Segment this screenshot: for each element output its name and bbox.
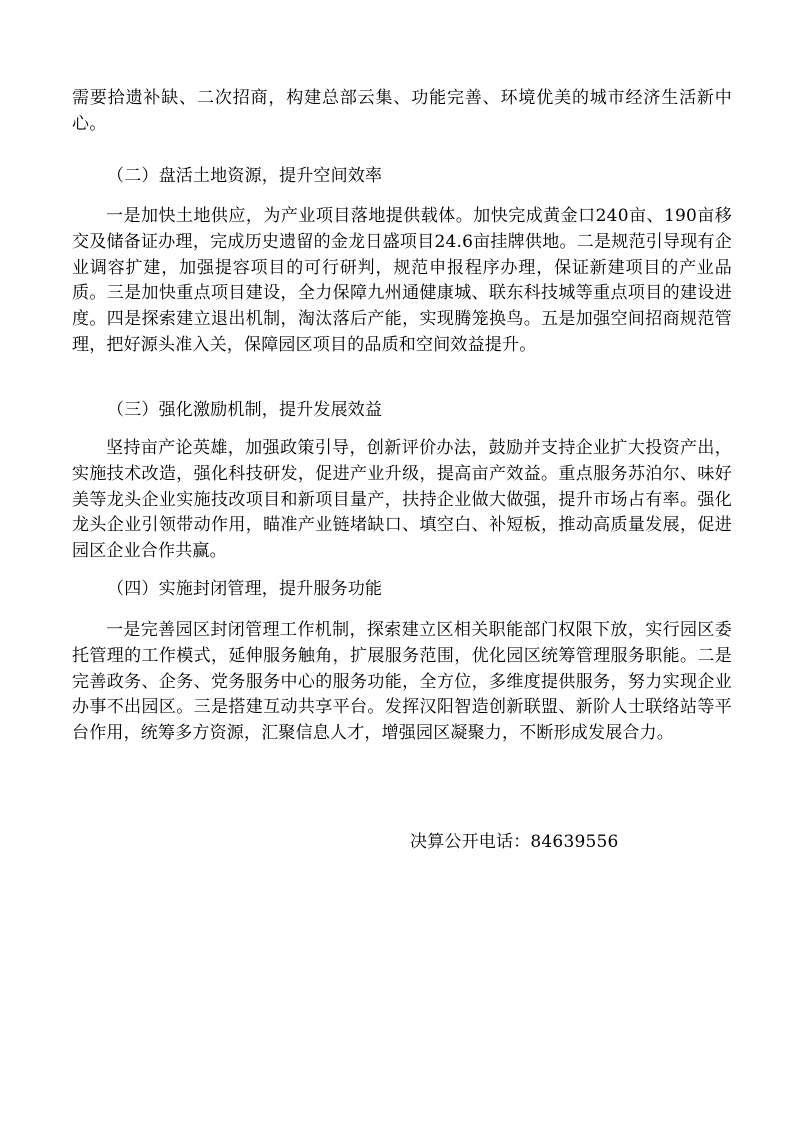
contact-phone: 决算公开电话：84639556 bbox=[410, 832, 619, 852]
section-heading-4: （四）实施封闭管理，提升服务功能 bbox=[107, 579, 383, 599]
section-body-4: 一是完善园区封闭管理工作机制，探索建立区相关职能部门权限下放，实行园区委托管理的工作模式，延伸服务触角，扩展服务范围，优化园区统筹管理服务职能。二是完善政务、企务、党务服务中心的服务功能，全方位，多维度提供服务，努力实现企业办事不出园区。三是搭建互动共享平台。发挥汉阳智造创新联盟、新阶人士联络站等平台作用，统筹多方资源，汇聚信息人才，增强园区凝聚力，不断形成发展合力。 bbox=[72, 620, 732, 744]
section-body-3: 坚持亩产论英雄，加强政策引导，创新评价办法，鼓励并支持企业扩大投资产出，实施技术改造，强化科技研发，促进产业升级，提高亩产效益。重点服务苏泊尔、味好美等龙头企业实施技改项目和新项目量产，扶持企业做大做强，提升市场占有率。强化龙头企业引领带动作用，瞄准产业链堵缺口、填空白、补短板，推动高质量发展，促进园区企业合作共赢。 bbox=[72, 438, 732, 562]
section-heading-3: （三）强化激励机制，提升发展效益 bbox=[107, 400, 383, 420]
intro-paragraph: 需要拾遗补缺、二次招商，构建总部云集、功能完善、环境优美的城市经济生活新中心。 bbox=[72, 88, 732, 134]
section-heading-2: （二）盘活土地资源，提升空间效率 bbox=[107, 166, 383, 186]
section-body-2: 一是加快土地供应，为产业项目落地提供载体。加快完成黄金口240亩、190亩移交及储备证办理，完成历史遗留的金龙日盛项目24.6亩挂牌供地。二是规范引导现有企业调容扩建，加强提容项目的可行研判，规范申报程序办理，保证新建项目的产业品质。三是加快重点项目建设，全力保障九州通健康城、联东科技城等重点项目的建设进度。四是探索建立退出机制，淘汰落后产能，实现腾笼换鸟。五是加强空间招商规范管理，把好源头准入关，保障园区项目的品质和空间效益提升。 bbox=[72, 206, 732, 355]
